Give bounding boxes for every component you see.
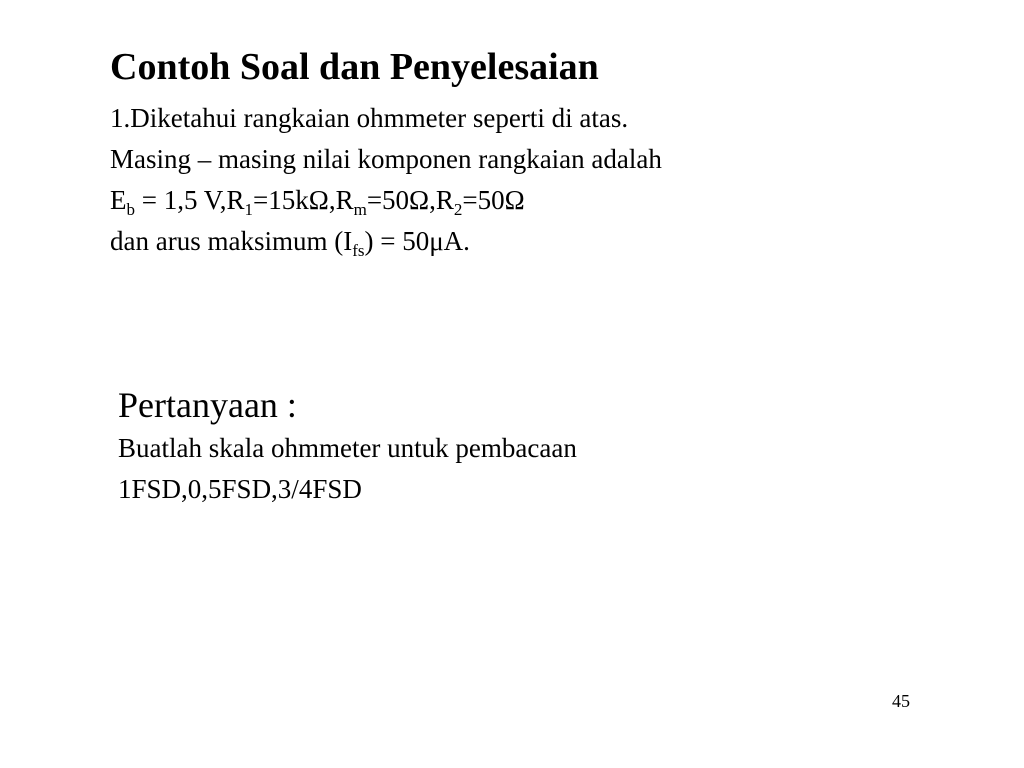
- eb-value: = 1,5 V,: [135, 185, 227, 215]
- r2-symbol: R: [435, 185, 454, 215]
- r2-subscript: 2: [453, 200, 463, 219]
- question-heading: Pertanyaan :: [118, 385, 297, 425]
- question-line-2: 1FSD,0,5FSD,3/4FSD: [118, 474, 362, 504]
- rm-subscript: m: [353, 200, 367, 219]
- max-current-suffix: ) = 50μA.: [364, 226, 470, 256]
- r2-value: =50Ω: [462, 185, 525, 215]
- eb-symbol: E: [110, 185, 127, 215]
- r1-symbol: R: [226, 185, 245, 215]
- rm-value: =50Ω,: [366, 185, 436, 215]
- problem-statement: [110, 98, 662, 262]
- max-current-line: [110, 221, 662, 262]
- ifs-subscript: fs: [352, 241, 365, 260]
- question-block: [118, 382, 577, 510]
- problem-line-2: Masing – masing nilai komponen rangkaian adalah: [110, 144, 662, 174]
- max-current-prefix: dan arus maksimum (I: [110, 226, 353, 256]
- r1-subscript: 1: [244, 200, 254, 219]
- eb-subscript: b: [126, 200, 135, 219]
- rm-symbol: R: [335, 185, 354, 215]
- page-number: 45: [892, 691, 910, 711]
- component-values-line: [110, 180, 662, 221]
- r1-value: =15kΩ,: [253, 185, 336, 215]
- question-line-1: Buatlah skala ohmmeter untuk pembacaan: [118, 433, 577, 463]
- slide-title: Contoh Soal dan Penyelesaian: [110, 46, 599, 88]
- problem-line-1: 1.Diketahui rangkaian ohmmeter seperti di atas.: [110, 103, 629, 133]
